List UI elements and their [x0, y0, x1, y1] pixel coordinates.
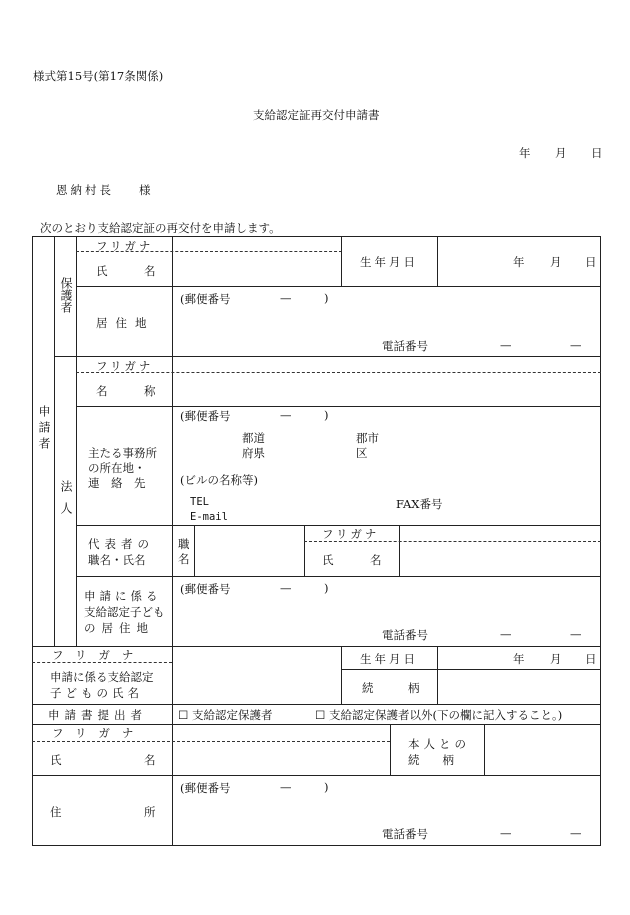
applicant-label: 申請者	[37, 405, 51, 453]
date-year-unit: 年	[519, 146, 531, 160]
tel-label: TEL	[190, 496, 209, 508]
submitter-relation-label-2: 続 柄	[408, 753, 454, 767]
fax-label: FAX番号	[396, 497, 443, 511]
submitter-option-guardian[interactable]: ☐ 支給認定保護者	[178, 708, 273, 722]
child-addr-label-1: 申請に係る	[84, 589, 162, 603]
child-addr-label-2: 支給認定子ども	[84, 605, 165, 619]
child-furigana-label: フリガナ	[52, 648, 146, 662]
child-birthdate-label: 生年月日	[360, 652, 418, 666]
child-relation-label-1: 続	[362, 681, 374, 695]
corp-name-label-2: 称	[144, 384, 156, 398]
addressee-honorific: 様	[139, 183, 151, 197]
guardian-name-label-2: 名	[144, 264, 156, 278]
submitter-label: 申請書提出者	[48, 708, 147, 722]
child-name-label-2: 子どもの氏名	[50, 686, 143, 700]
date-month-unit: 月	[555, 146, 567, 160]
submitter-phone-dash-2: —	[570, 826, 582, 840]
child-phone-dash-1: —	[500, 627, 512, 641]
submitter-phone-dash-1: —	[500, 826, 512, 840]
building-label: (ビルの名称等)	[180, 473, 258, 487]
submitter-name-label-2: 名	[144, 753, 156, 767]
rep-name-label-1: 氏	[322, 553, 334, 567]
date-day-unit: 日	[591, 146, 603, 160]
child-relation-label-2: 柄	[408, 681, 420, 695]
guardian-address-label: 居住地	[96, 316, 155, 330]
office-label-2: の所在地・	[88, 461, 146, 475]
guardian-postal-label: (郵便番号	[180, 292, 231, 306]
submitter-postal-dash: —	[280, 780, 292, 794]
office-label-1: 主たる事務所	[88, 446, 157, 460]
title-label-2: 名	[178, 552, 190, 566]
page-title: 支給認定証再交付申請書	[253, 108, 380, 122]
corp-furigana-label: フリガナ	[96, 359, 154, 373]
submitter-relation-label-1: 本人との	[408, 737, 470, 751]
submitter-postal-label: (郵便番号	[180, 781, 231, 795]
guardian-postal-dash: —	[280, 291, 292, 305]
child-postal-close: )	[324, 581, 329, 595]
child-name-label-1: 申請に係る支給認定	[50, 670, 154, 684]
guardian-phone-label: 電話番号	[382, 339, 428, 353]
rep-name-label-2: 名	[370, 553, 382, 567]
submitter-furigana-label: フリガナ	[52, 726, 146, 740]
guardian-furigana-label: フリガナ	[96, 239, 154, 253]
email-label: E-mail	[190, 511, 228, 523]
submitter-address-label-2: 所	[144, 805, 156, 819]
todofuken-label-2: 府県	[242, 446, 265, 460]
office-label-3: 連 絡 先	[88, 476, 146, 490]
corp-postal-close: )	[324, 408, 329, 422]
child-postal-dash: —	[280, 581, 292, 595]
rep-label-1: 代表者の	[88, 537, 154, 551]
guardian-label: 保護者	[59, 277, 73, 313]
rep-label-2: 職名・氏名	[88, 553, 146, 567]
child-phone-label: 電話番号	[382, 628, 428, 642]
guardian-phone-dash-2: —	[570, 338, 582, 352]
corp-postal-dash: —	[280, 408, 292, 422]
guardian-birth-day: 日	[585, 255, 597, 269]
guardian-phone-dash-1: —	[500, 338, 512, 352]
form-number: 様式第15号(第17条関係)	[33, 69, 164, 83]
todofuken-label-1: 都道	[242, 431, 265, 445]
submitter-phone-label: 電話番号	[382, 827, 428, 841]
addressee: 恩納村長	[56, 183, 114, 197]
gunshi-label-2: 区	[356, 446, 368, 460]
submitter-address-label-1: 住	[50, 805, 62, 819]
rep-furigana-label: フリガナ	[322, 527, 380, 541]
guardian-postal-close: )	[324, 291, 329, 305]
child-birth-day: 日	[585, 652, 597, 666]
guardian-birth-month: 月	[550, 255, 562, 269]
submitter-name-label-1: 氏	[50, 753, 62, 767]
child-addr-label-3: の居住地	[84, 621, 154, 635]
guardian-birth-year: 年	[513, 255, 525, 269]
child-birth-month: 月	[550, 652, 562, 666]
submitter-postal-close: )	[324, 780, 329, 794]
gunshi-label-1: 郡市	[356, 431, 379, 445]
child-postal-label: (郵便番号	[180, 582, 231, 596]
guardian-name-label-1: 氏	[96, 264, 108, 278]
submitter-option-other[interactable]: ☐ 支給認定保護者以外(下の欄に記入すること。)	[315, 708, 563, 722]
guardian-birthdate-label: 生年月日	[360, 255, 418, 269]
intro-text: 次のとおり支給認定証の再交付を申請します。	[40, 221, 281, 235]
corporation-label: 法人	[59, 480, 73, 524]
child-phone-dash-2: —	[570, 627, 582, 641]
title-label-1: 職	[178, 537, 190, 551]
corp-postal-label: (郵便番号	[180, 409, 231, 423]
child-birth-year: 年	[513, 652, 525, 666]
corp-name-label-1: 名	[96, 384, 108, 398]
